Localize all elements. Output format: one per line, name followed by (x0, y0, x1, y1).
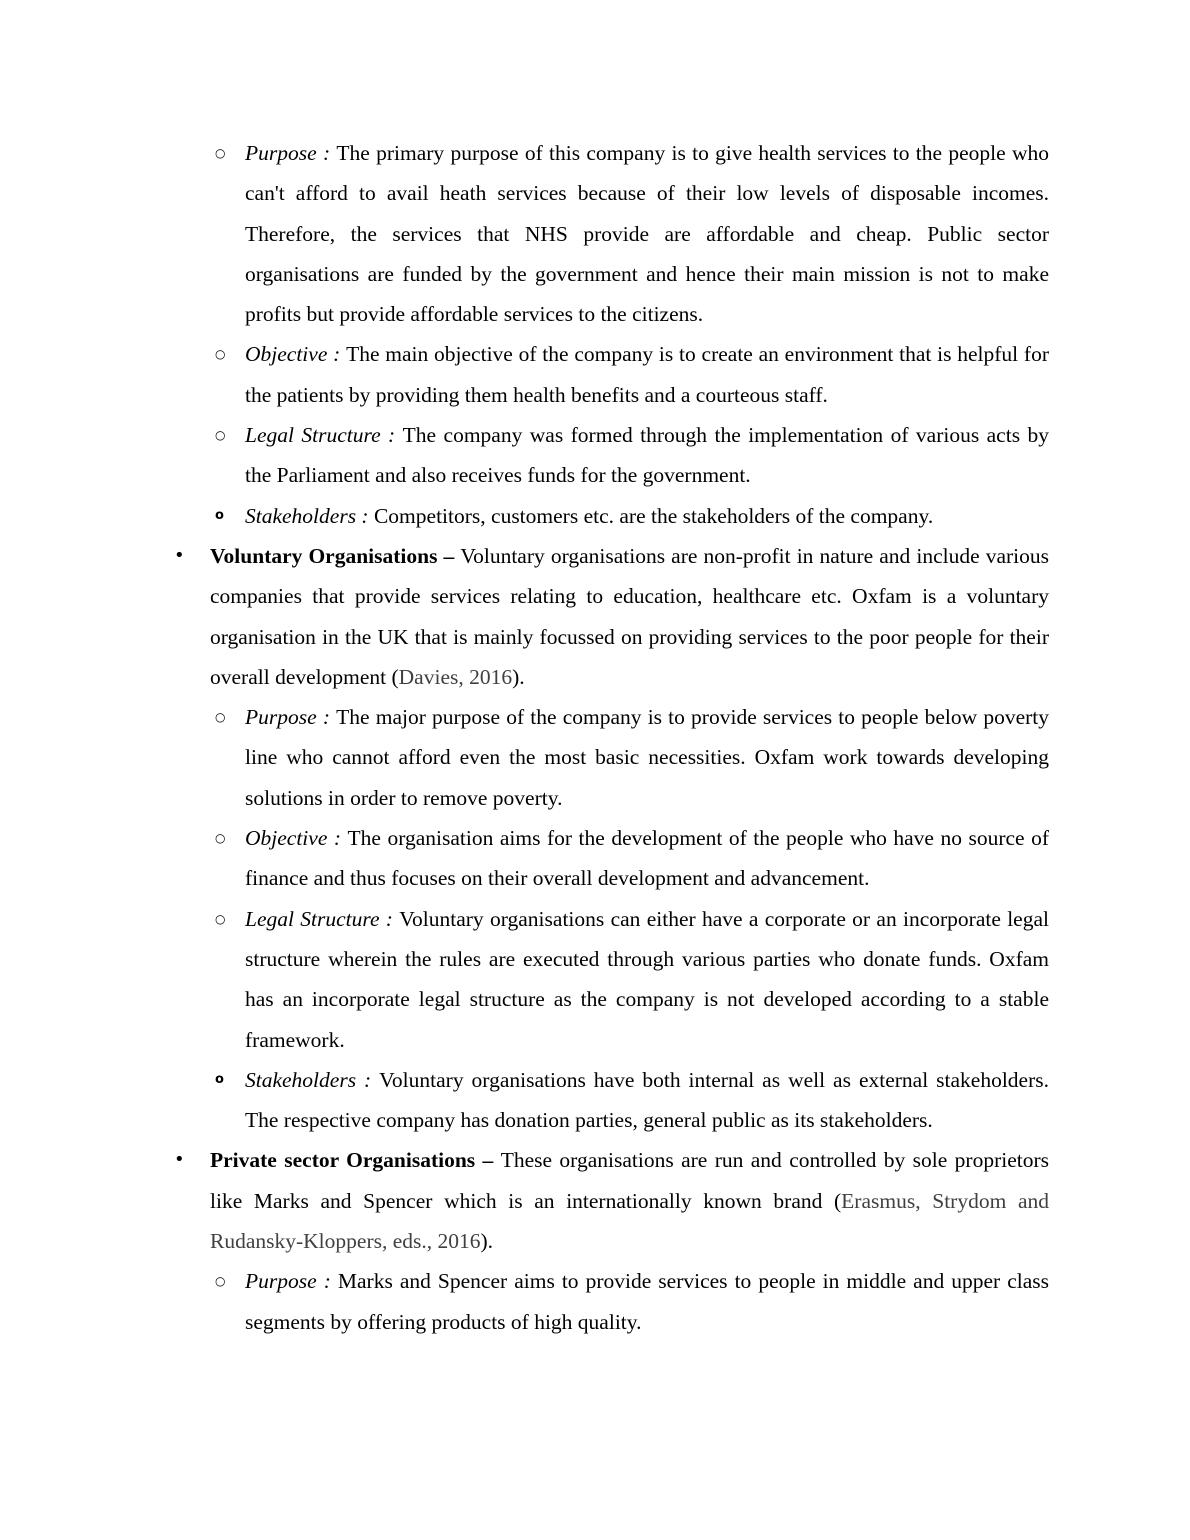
nhs-legal-structure-item (215, 415, 1049, 496)
item-label: Stakeholders : (245, 503, 374, 528)
item-text: These organisations are run and controlled by sole proprietors like Marks and Spencer which is an internationally known brand ( (210, 1148, 1049, 1213)
item-label: Objective : (245, 342, 347, 367)
item-text: Voluntary organisations are non-profit in nature and include various companies that provide services relating to education, healthcare etc. Oxfam is a voluntary organisation in the UK that is mainly focussed on providing services to the poor people for their overall development ( (210, 543, 1049, 689)
hollow-circle-bullet-icon: ○ (215, 347, 226, 362)
voluntary-organisations-item (174, 536, 1049, 697)
filled-bullet-icon: • (174, 544, 185, 566)
item-text: The main objective of the company is to create an environment that is helpful for the patients by providing them health benefits and a courteous staff. (245, 342, 1049, 407)
item-label: Legal Structure : (245, 906, 400, 931)
item-text: Competitors, customers etc. are the stakeholders of the company. (373, 503, 934, 528)
item-text: Marks and Spencer aims to provide services to people in middle and upper class segments by offering products of high quality. (245, 1269, 1050, 1334)
oxfam-purpose-item (215, 697, 1049, 818)
nhs-stakeholders-item (215, 496, 1049, 536)
item-text: The organisation aims for the development of the people who have no source of finance and thus focuses on their overall development and advancement. (245, 826, 1050, 891)
item-label: Purpose : (245, 141, 337, 165)
oxfam-legal-structure-item (215, 899, 1049, 1060)
ms-purpose-item (215, 1261, 1050, 1342)
bold-circle-bullet-icon: o (215, 507, 224, 523)
oxfam-objective-item (215, 818, 1050, 899)
nhs-objective-item (215, 334, 1049, 415)
item-label: Purpose : (245, 705, 337, 730)
item-text: The major purpose of the company is to provide services to people below poverty line who cannot afford even the most basic necessities. Oxfam work towards developing solutions in order to remove poverty. (245, 705, 1049, 810)
hollow-circle-bullet-icon: ○ (215, 146, 226, 160)
bold-circle-bullet-icon: o (215, 1071, 224, 1087)
hollow-circle-bullet-icon: ○ (215, 710, 226, 725)
document-page (0, 133, 1190, 1342)
hollow-circle-bullet-icon: ○ (215, 831, 226, 846)
private-sector-organisations-item (174, 1140, 1049, 1261)
citation: Erasmus, Strydom and Rudansky-Kloppers, eds., 2016 (210, 1188, 1049, 1254)
hollow-circle-bullet-icon: ○ (215, 1274, 226, 1289)
item-text: Voluntary organisations can either have a corporate or an incorporate legal structure wherein the rules are executed through various parties who donate funds. Oxfam has an incorporate legal structure as the company is not developed according to a stable framework. (245, 906, 1049, 1052)
citation: Davies, 2016 (398, 664, 513, 689)
oxfam-stakeholders-item (215, 1060, 1049, 1141)
item-label: Objective : (245, 826, 348, 851)
nhs-purpose-item (215, 133, 1049, 334)
hollow-circle-bullet-icon: ○ (215, 911, 226, 926)
item-text-tail: ). (512, 664, 525, 689)
hollow-circle-bullet-icon: ○ (215, 428, 226, 443)
item-label: Legal Structure : (245, 423, 403, 448)
filled-bullet-icon: • (174, 1149, 185, 1171)
item-text: The company was formed through the implementation of various acts by the Parliament and also receives funds for the government. (245, 423, 1049, 488)
item-label: Purpose : (245, 1269, 338, 1294)
item-label: Stakeholders : (245, 1067, 380, 1092)
item-text-tail: ). (480, 1229, 494, 1254)
item-text: The primary purpose of this company is to give health services to the people who can't afford to avail heath services because of their low levels of disposable incomes. Therefore, the services that NHS provide are affordable and cheap. Public sector organisations are funded by the government and hence their main mission is not to make profits but provide affordable services to the citizens. (245, 141, 1049, 327)
section-heading: Voluntary Organisations – (210, 543, 461, 568)
item-text: Voluntary organisations have both internal as well as external stakeholders. The respective company has donation parties, general public as its stakeholders. (245, 1067, 1049, 1133)
section-heading: Private sector Organisations – (210, 1148, 501, 1173)
